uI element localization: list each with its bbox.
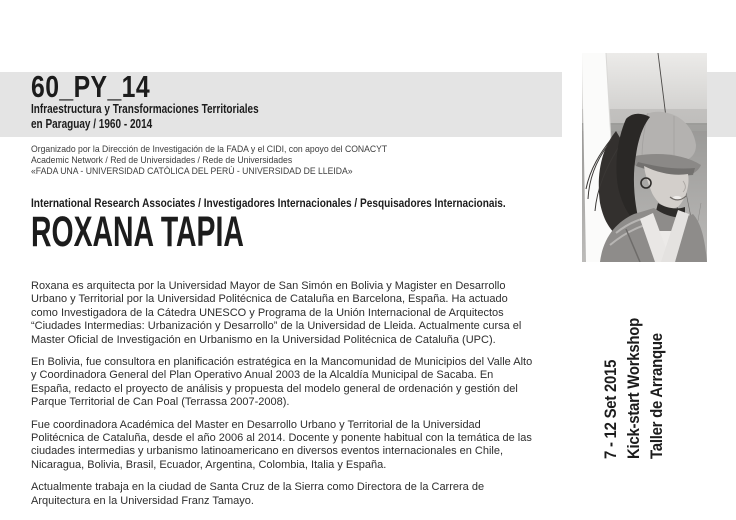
- project-subtitle: [31, 102, 316, 132]
- bio-paragraph-4: Actualmente trabaja en la ciudad de Santa Cruz de la Sierra como Directora de la Carrera de Arquitectura en la Universidad Franz Tamayo.: [31, 481, 485, 507]
- organizer-line2: Academic Network / Red de Universidades / Rede de Universidades: [31, 154, 293, 165]
- bio-paragraph-2: En Bolivia, fue consultora en planificación estratégica en la Mancomunidad de Municipios del Valle Alto y Coordinadora General del Plan Operativo Anual 2003 de la Alcaldía Municipal de Sacaba. En España, redacto el proyecto de análisis y propuesta del modelo general de ordenación y gestión del Parque Territorial de Can Poal (Terrassa 2007-2008).: [31, 356, 533, 409]
- event-title-en: Kick-start Workshop: [624, 317, 643, 459]
- biography-text: [31, 280, 533, 517]
- project-code: 60_PY_14: [31, 69, 151, 104]
- category-line: International Research Associates / Investigadores Internacionales / Pesquisadores Internacionais.: [31, 196, 506, 210]
- title-background-band-right: [707, 72, 736, 137]
- event-dates: 7 - 12 Set 2015: [601, 359, 620, 459]
- event-info-vertical: [599, 318, 668, 459]
- organizer-line1: Organizado por la Dirección de Investigación de la FADA y el CIDI, con apoyo del CONACYT: [31, 144, 388, 154]
- bio-paragraph-1: Roxana es arquitecta por la Universidad Mayor de San Simón en Bolivia y Magister en Desarrollo Urbano y Territorial por la Universidad Politécnica de Cataluña en Barcelona, España. Ha actuado como Investigadora de la Cátedra UNESCO y Programa de la Unión Internacional de Arquitectos “Ciudades Intermedias: Urbanización y Desarrollo” de la Universidad de Lleida. Actualmente cursa el Master Oficial de Investigación en Urbanismo en la Universidad Politécnica de Cataluña (UPC).: [31, 280, 522, 346]
- organizer-block: [31, 144, 410, 176]
- organizer-line3: «FADA UNA - UNIVERSIDAD CATÓLICA DEL PERÚ - UNIVERSIDAD DE LLEIDA»: [31, 165, 353, 176]
- portrait-photo: [582, 53, 707, 262]
- bio-paragraph-3: Fue coordinadora Académica del Master en Desarrollo Urbano y Territorial de la Universidad Politécnica de Cataluña, desde el año 2006 al 2014. Docente y ponente habitual con la temática de las ciudades intermedias y urbanismo latinoamericano en diversos eventos internacionales en Chile, Nicaragua, Bolivia, Brasil, Ecuador, Argentina, Colombia, Italia y España.: [31, 418, 532, 471]
- event-title-es: Taller de Arranque: [647, 333, 666, 459]
- project-subtitle-line2: en Paraguay / 1960 - 2014: [31, 117, 153, 131]
- project-subtitle-line1: Infraestructura y Transformaciones Territoriales: [31, 102, 259, 116]
- person-name: ROXANA TAPIA: [31, 208, 244, 256]
